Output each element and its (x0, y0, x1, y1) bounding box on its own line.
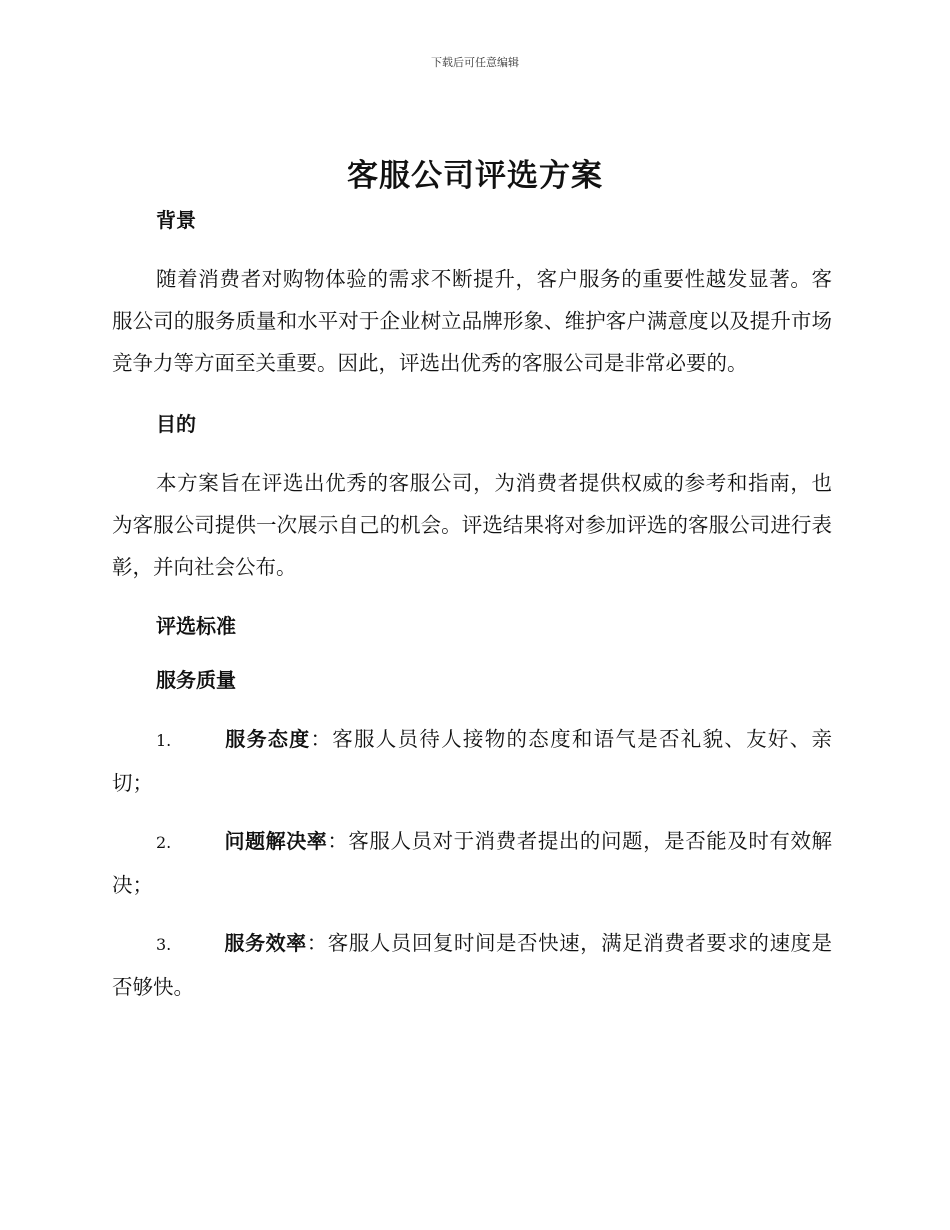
document-body (112, 200, 832, 1008)
list-text: ：客服人员回复时间是否快速，满足消费者要求的速度是否够快。 (112, 931, 833, 999)
list-text: ：客服人员待人接物的态度和语气是否礼貌、友好、亲切； (112, 727, 833, 795)
heading-service-quality: 服务质量 (156, 668, 236, 692)
paragraph-background: 随着消费者对购物体验的需求不断提升，客户服务的重要性越发显著。客服公司的服务质量和水平对于企业树立品牌形象、维护客户满意度以及提升市场竞争力等方面至关重要。因此，评选出优秀的客服公司是非常必要的。 (112, 267, 832, 375)
list-label: 服务效率 (224, 931, 307, 955)
header-note: 下载后可任意编辑 (431, 56, 519, 69)
list-item (112, 718, 832, 804)
list-number: 2. (156, 833, 172, 852)
list-number: 1. (156, 731, 172, 750)
list-label: 服务态度 (224, 727, 311, 751)
list-text: ：客服人员对于消费者提出的问题，是否能及时有效解决； (112, 829, 833, 897)
paragraph-goal: 本方案旨在评选出优秀的客服公司，为消费者提供权威的参考和指南，也为客服公司提供一次展示自己的机会。评选结果将对参加评选的客服公司进行表彰，并向社会公布。 (112, 471, 832, 579)
list-item (112, 820, 832, 906)
list-number: 3. (156, 935, 172, 954)
heading-goal: 目的 (156, 412, 196, 436)
heading-background: 背景 (156, 208, 196, 232)
heading-criteria: 评选标准 (156, 614, 236, 638)
document-title: 客服公司评选方案 (347, 158, 603, 194)
list-item (112, 922, 832, 1008)
list-label: 问题解决率 (224, 829, 328, 853)
